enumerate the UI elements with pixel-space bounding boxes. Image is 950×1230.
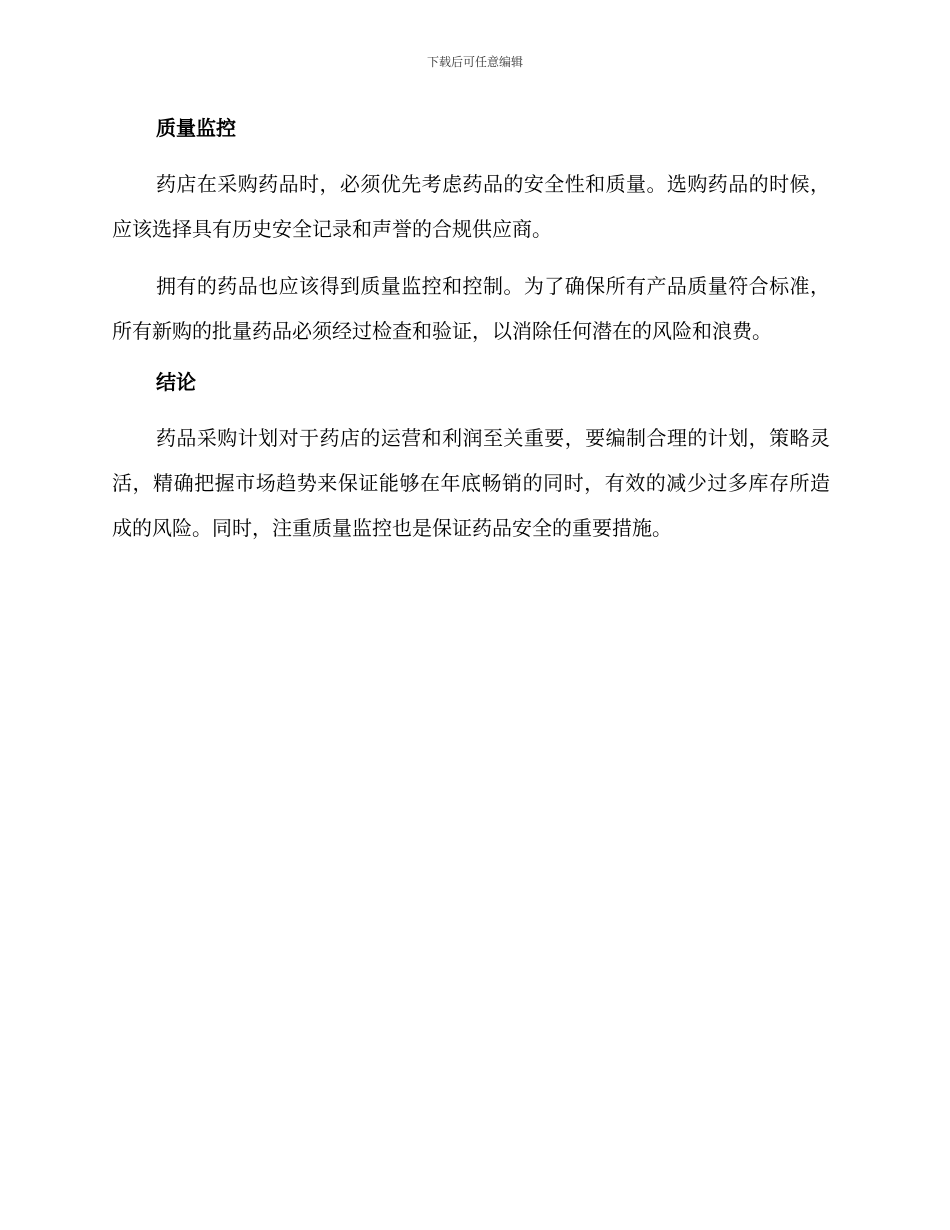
section-conclusion: [112, 364, 830, 551]
paragraph: 药品采购计划对于药店的运营和利润至关重要，要编制合理的计划，策略灵活，精确把握市场趋势来保证能够在年底畅销的同时，有效的减少过多库存所造成的风险。同时，注重质量监控也是保证药品安全的重要措施。: [112, 426, 830, 540]
paragraph: 拥有的药品也应该得到质量监控和控制。为了确保所有产品质量符合标准，所有新购的批量药品必须经过检查和验证，以消除任何潜在的风险和浪费。: [112, 274, 830, 343]
paragraph: 药店在采购药品时，必须优先考虑药品的安全性和质量。选购药品的时候，应该选择具有历史安全记录和声誉的合规供应商。: [112, 172, 830, 241]
page-header-note: 下载后可任意编辑: [426, 55, 523, 69]
section-heading: 质量监控: [156, 116, 236, 140]
document-body: [112, 110, 830, 563]
section-quality-monitoring: [112, 110, 830, 354]
section-heading: 结论: [156, 370, 196, 394]
